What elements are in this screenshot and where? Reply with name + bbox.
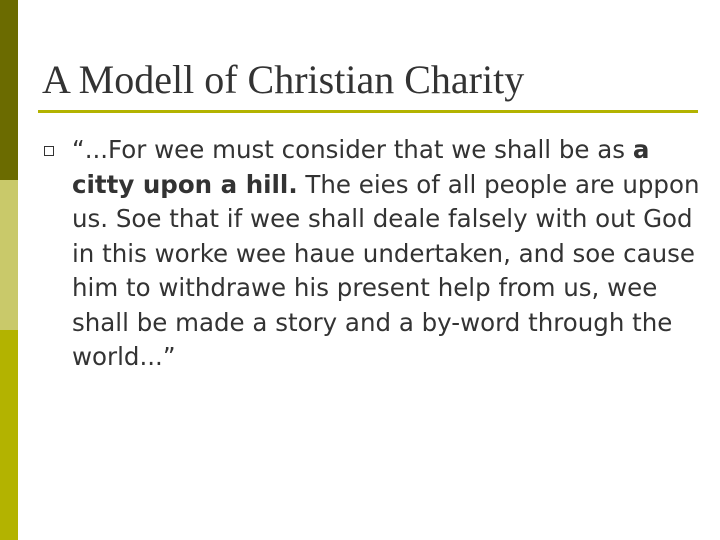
- slide-title: A Modell of Christian Charity: [42, 57, 525, 102]
- sidebar-segment-dark: [0, 0, 18, 180]
- quote-emphasis: a citty upon a hill.: [72, 135, 650, 199]
- quote-text-part1: “...For wee must consider that we shall be as: [72, 135, 633, 164]
- quote-text-part2: The eies of all people are uppon us. Soe that if wee shall deale falsely with out God in this worke wee haue undertaken, and soe cause him to withdrawe his present help from us, wee shall be made a story and a by-word through the world...”: [72, 169, 700, 371]
- sidebar-segment-mid: [0, 330, 18, 540]
- title-underline: [38, 110, 698, 113]
- quote-paragraph: [72, 133, 702, 375]
- square-bullet-icon: [44, 146, 54, 156]
- decorative-sidebar: [0, 0, 18, 540]
- sidebar-segment-light: [0, 180, 18, 330]
